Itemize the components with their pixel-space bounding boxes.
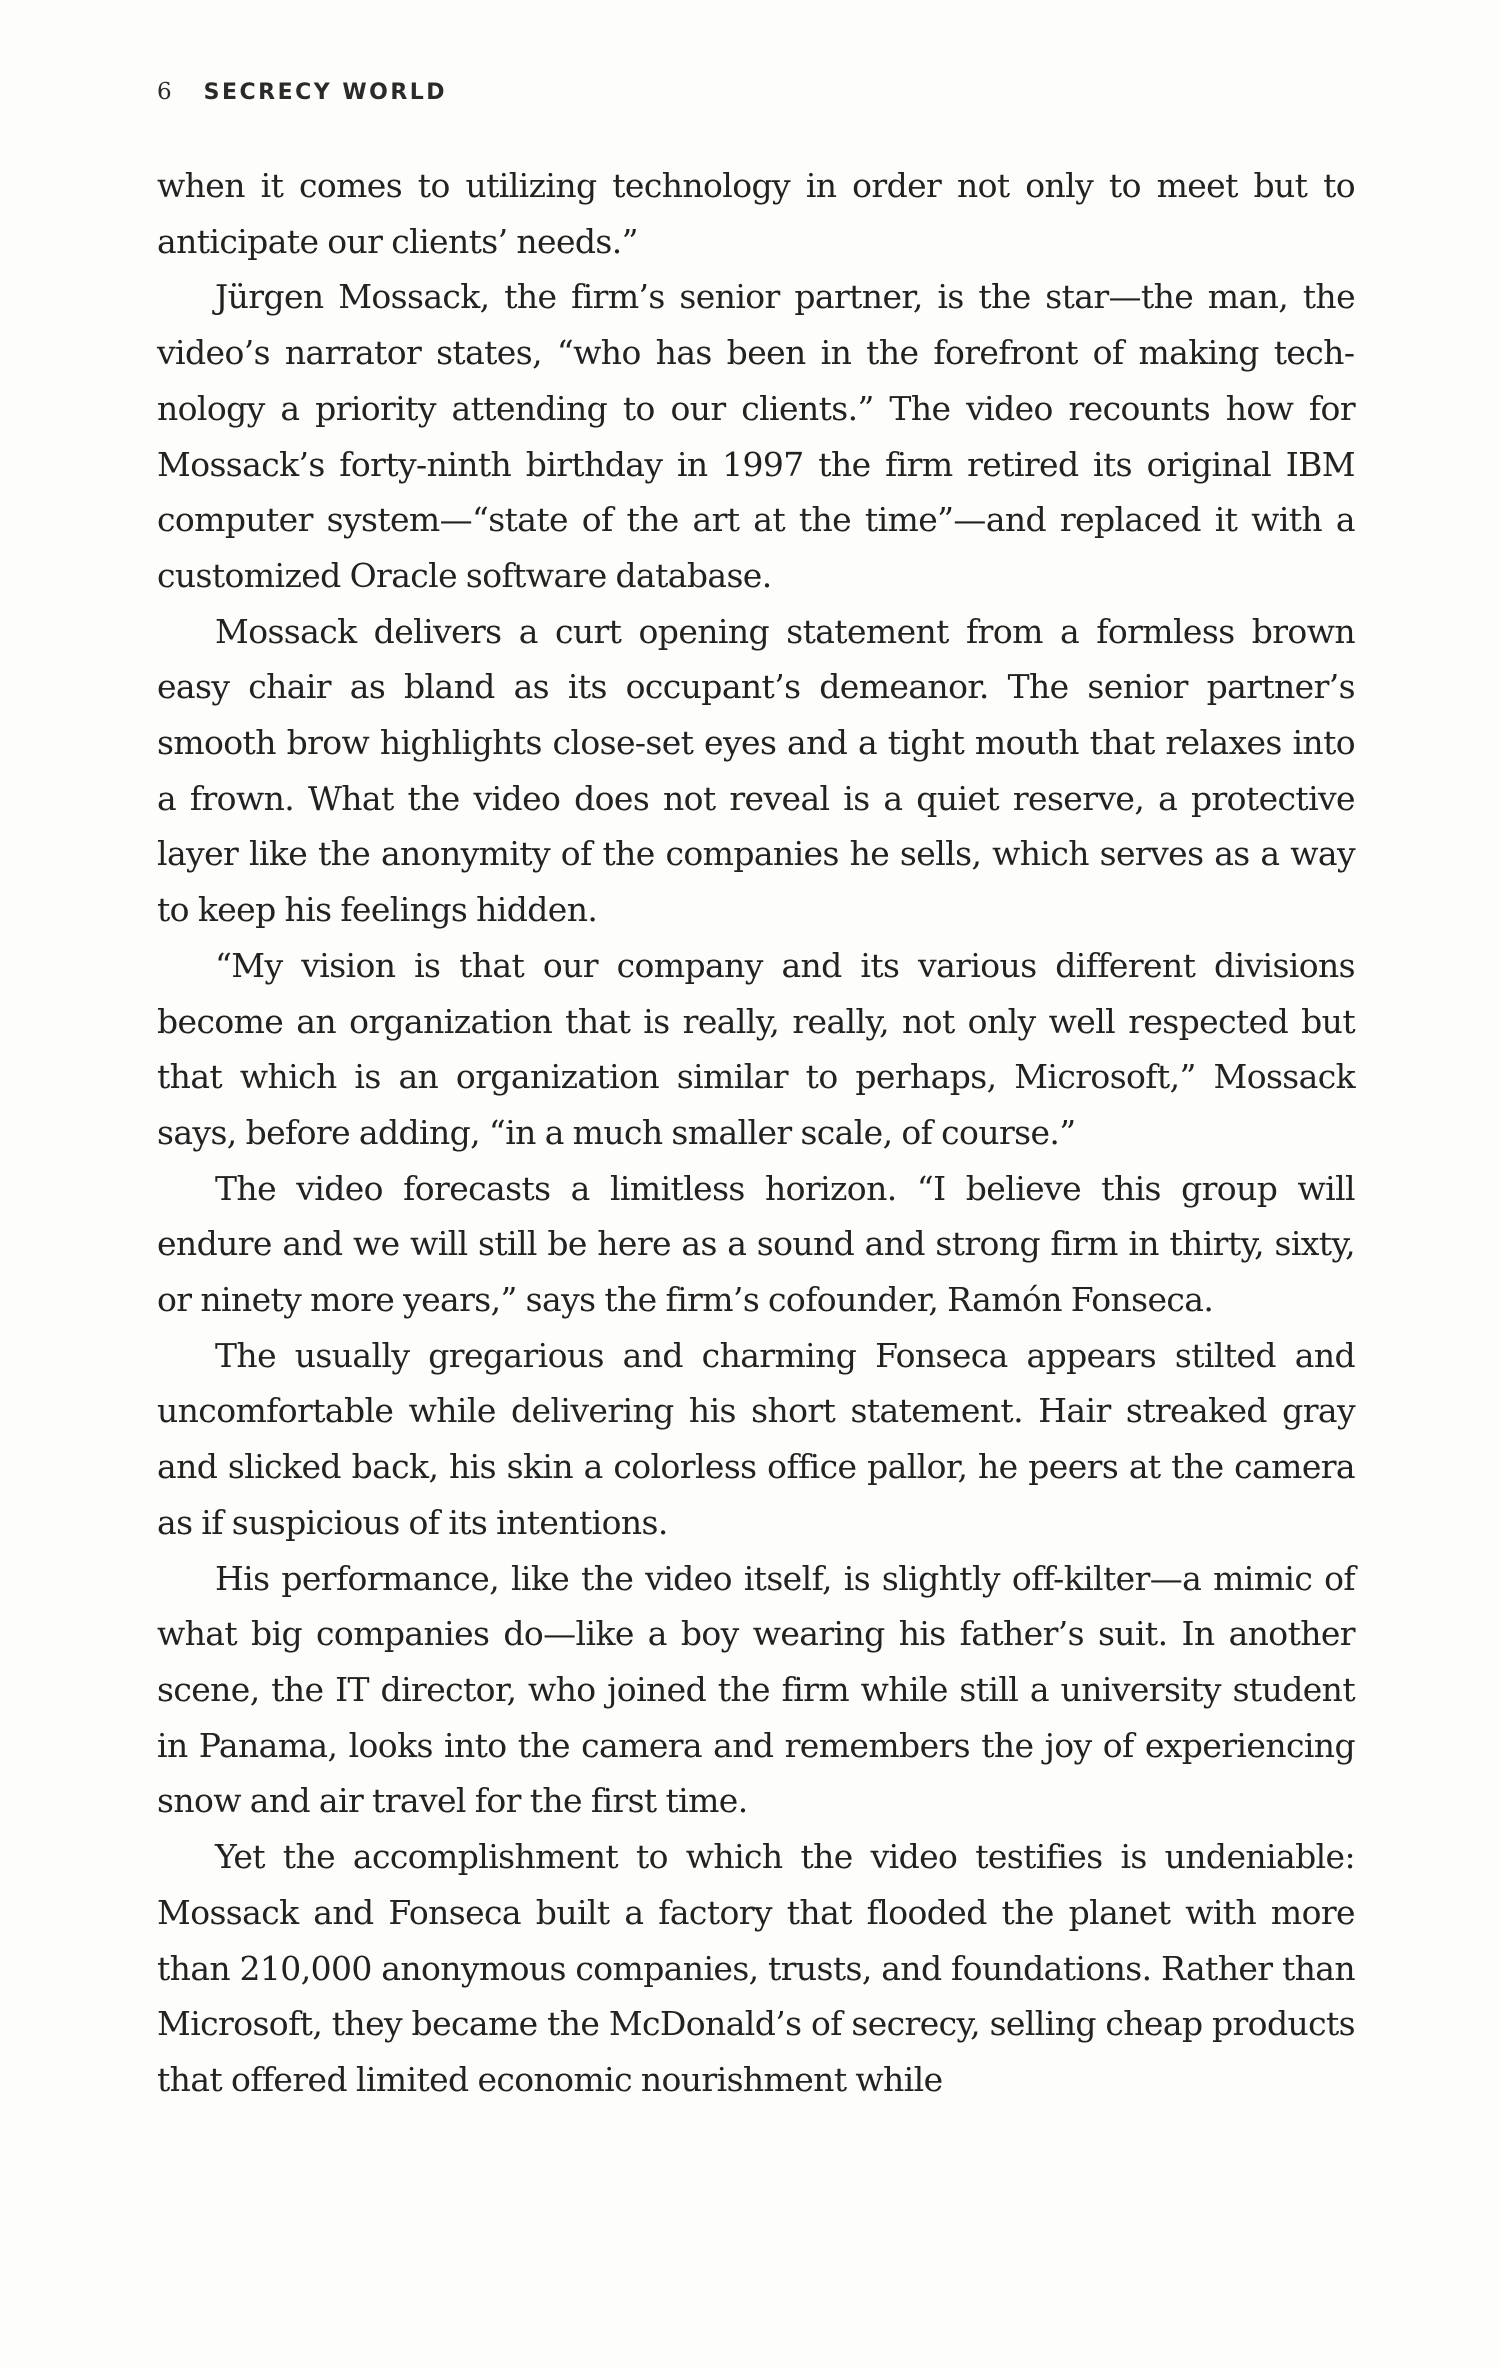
paragraph: “My vision is that our company and its various different divisions become an organization that is really, really, not only well respected but that which is an organization similar to perhaps, Microsoft,” Mossack says, before adding, “in a much smaller scale, of course.” [157,945,1355,1152]
paragraph: when it comes to utilizing technology in order not only to meet but to anticipate our clients’ needs.” [157,166,1355,261]
page-number: 6 [157,79,172,105]
page-header [157,72,447,112]
body-text [157,158,1355,2108]
paragraph: Jürgen Mossack, the firm’s senior partner, is the star—the man, the video’s narrator states, “who has been in the forefront of making technology a priority attending to our clients.” The video recounts how for Mossack’s forty-ninth birthday in 1997 the firm retired its original IBM computer system—“state of the art at the time”—and replaced it with a customized Oracle software database. [157,277,1355,595]
paragraph: Yet the accomplishment to which the video testifies is undeniable: Mossack and Fonseca built a factory that flooded the planet with more than 210,000 anonymous companies, trusts, and foundations. Rather than Microsoft, they became the McDonald’s of secrecy, selling cheap products that offered limited economic nourishment while [157,1837,1355,2099]
paragraph: The video forecasts a limitless horizon. “I believe this group will endure and we will still be here as a sound and strong firm in thirty, sixty, or ninety more years,” says the firm’s cofounder, Ramón Fonseca. [157,1168,1355,1320]
running-head: SECRECY WORLD [203,79,448,105]
paragraph: The usually gregarious and charming Fonseca appears stilted and uncomfortable while delivering his short statement. Hair streaked gray and slicked back, his skin a colorless office pallor, he peers at the camera as if suspicious of its intentions. [157,1335,1355,1542]
paragraph: His performance, like the video itself, is slightly off-kilter—a mimic of what big companies do—like a boy wearing his father’s suit. In another scene, the IT director, who joined the firm while still a university student in Panama, looks into the camera and remembers the joy of experiencing snow and air travel for the first time. [157,1558,1355,1821]
paragraph: Mossack delivers a curt opening statement from a formless brown easy chair as bland as its occupant’s demeanor. The senior partner’s smooth brow highlights close-set eyes and a tight mouth that relaxes into a frown. What the video does not reveal is a quiet reserve, a protective layer like the anonymity of the companies he sells, which serves as a way to keep his feelings hidden. [157,611,1355,930]
